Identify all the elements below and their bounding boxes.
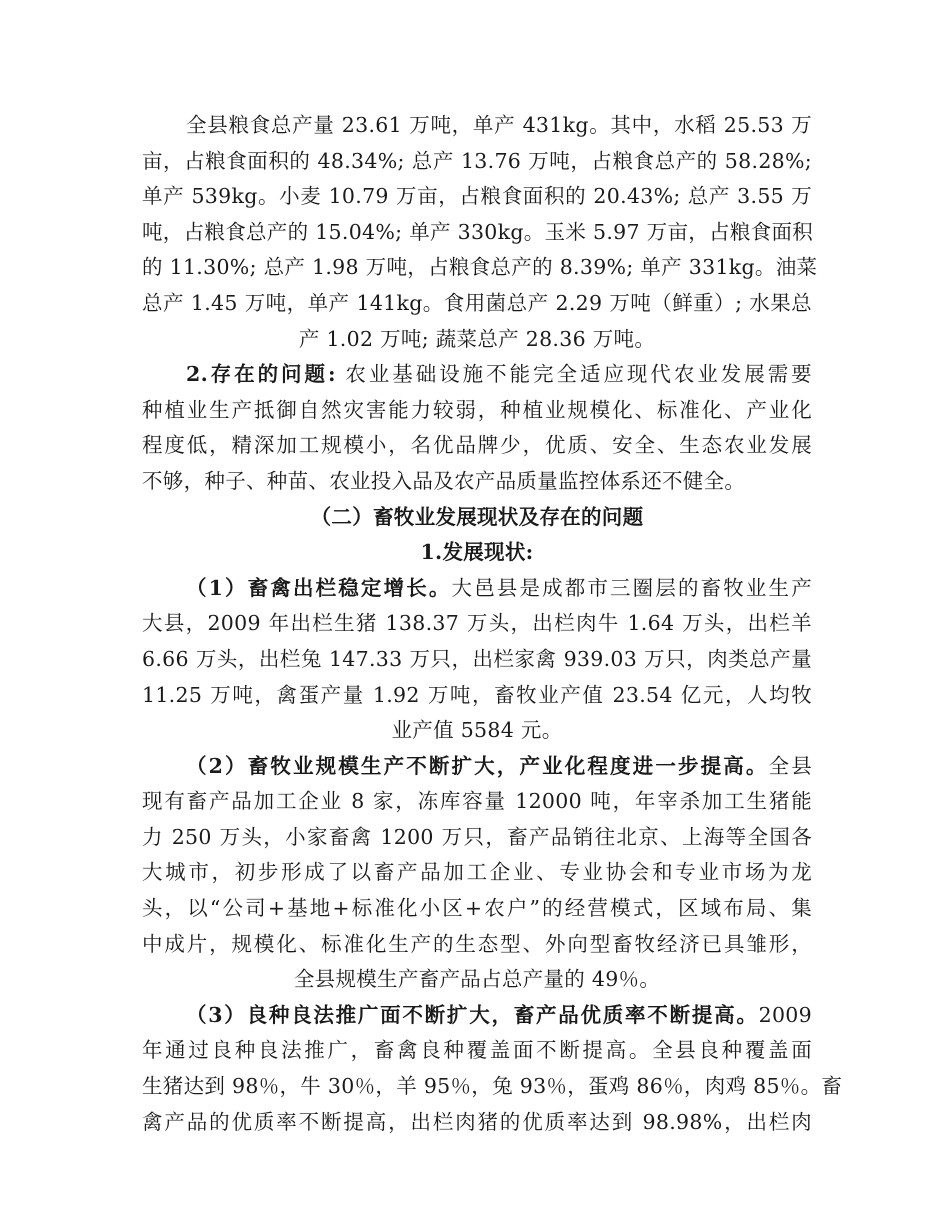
text-line: 的 11.30%; 总产 1.98 万吨，占粮食总产的 8.39%; 单产 331kg。油菜 — [142, 255, 818, 280]
paragraph-scale-production — [142, 749, 812, 998]
text-line: 生猪达到 98％，牛 30％，羊 95％，兔 93％，蛋鸡 86％，肉鸡 85％。畜 — [142, 1074, 843, 1099]
paragraph-breed-improvement — [142, 998, 843, 1140]
text-line: 产 1.02 万吨; 蔬菜总产 28.36 万吨。 — [298, 326, 656, 351]
text-line: 亩，占粮食面积的 48.34%; 总产 13.76 万吨，占粮食总产的 58.28%; — [142, 148, 812, 173]
text-line: 全县粮食总产量 23.61 万吨，单产 431kg。其中，水稻 25.53 万 — [186, 113, 812, 137]
sub-title: 1.发展现状: — [420, 540, 534, 565]
text-line — [142, 571, 812, 607]
text-line: 总产 1.45 万吨，单产 141kg。食用菌总产 2.29 万吨（鲜重）; 水果总 — [142, 290, 812, 315]
text-line: 6.66 万头，出栏兔 147.33 万只，出栏家禽 939.03 万只，肉类总产量 — [142, 646, 812, 671]
text-line: 大县，2009 年出栏生猪 138.37 万头，出栏肉牛 1.64 万头，出栏羊 — [142, 611, 812, 636]
text-line: 大城市，初步形成了以畜产品加工企业、专业协会和专业市场为龙 — [142, 860, 812, 885]
text-line: 年通过良种良法推广，畜禽良种覆盖面不断提高。全县良种覆盖面 — [142, 1038, 812, 1063]
text-line: 现有畜产品加工企业 8 家，冻库容量 12000 吨，年宰杀加工生猪能 — [142, 789, 812, 814]
text-line — [142, 998, 812, 1034]
text-run: 2009 — [758, 1002, 812, 1027]
paragraph-heading: （2）畜牧业规模生产不断扩大，产业化程度进一步提高。 — [186, 753, 769, 778]
text-line: 全县规模生产畜产品占总产量的 49％。 — [293, 967, 661, 992]
text-run: 全县 — [768, 753, 812, 778]
text-line: 11.25 万吨，禽蛋产量 1.92 万吨，畜牧业产值 23.54 亿元，人均牧 — [142, 682, 812, 707]
text-run: 大邑县是成都市三圈层的畜牧业生产 — [451, 575, 812, 600]
text-line: 吨，占粮食总产的 15.04%; 单产 330kg。玉米 5.97 万亩，占粮食面积 — [142, 219, 814, 244]
paragraph-grain-output — [142, 108, 818, 357]
paragraph-heading: （1）畜禽出栏稳定增长。 — [186, 575, 452, 600]
section-title: （二）畜牧业发展现状及存在的问题 — [310, 504, 644, 529]
text-line: 不够，种子、种苗、农业投入品及农产品质量监控体系还不健全。 — [142, 468, 746, 493]
text-line: 业产值 5584 元。 — [391, 718, 563, 743]
text-line: 单产 539kg。小麦 10.79 万亩，占粮食面积的 20.43%; 总产 3.55 万 — [142, 184, 812, 209]
text-line: 头，以“公司+基地+标准化小区+农户”的经营模式，区域布局、集 — [142, 896, 812, 921]
paragraph-heading: 2.存在的问题: — [186, 362, 336, 387]
text-line: 程度低，精深加工规模小，名优品牌少，优质、安全、生态农业发展 — [142, 433, 812, 458]
document-page — [142, 108, 843, 1140]
paragraph-livestock-output — [142, 571, 812, 749]
paragraph-heading: （3）良种良法推广面不断扩大，畜产品优质率不断提高。 — [186, 1002, 759, 1027]
text-line: 种植业生产抵御自然灾害能力较弱，种植业规模化、标准化、产业化 — [142, 397, 812, 422]
paragraph-existing-problems — [142, 357, 812, 499]
text-line — [142, 357, 812, 393]
text-line: 禽产品的优质率不断提高，出栏肉猪的优质率达到 98.98%，出栏肉 — [142, 1109, 812, 1134]
text-line — [142, 749, 812, 785]
text-run: 农业基础设施不能完全适应现代农业发展需要 — [335, 362, 812, 387]
text-line: 力 250 万头，小家畜禽 1200 万只，畜产品销往北京、上海等全国各 — [142, 824, 812, 849]
text-line: 中成片，规模化、标准化生产的生态型、外向型畜牧经济已具雏形， — [142, 931, 812, 956]
